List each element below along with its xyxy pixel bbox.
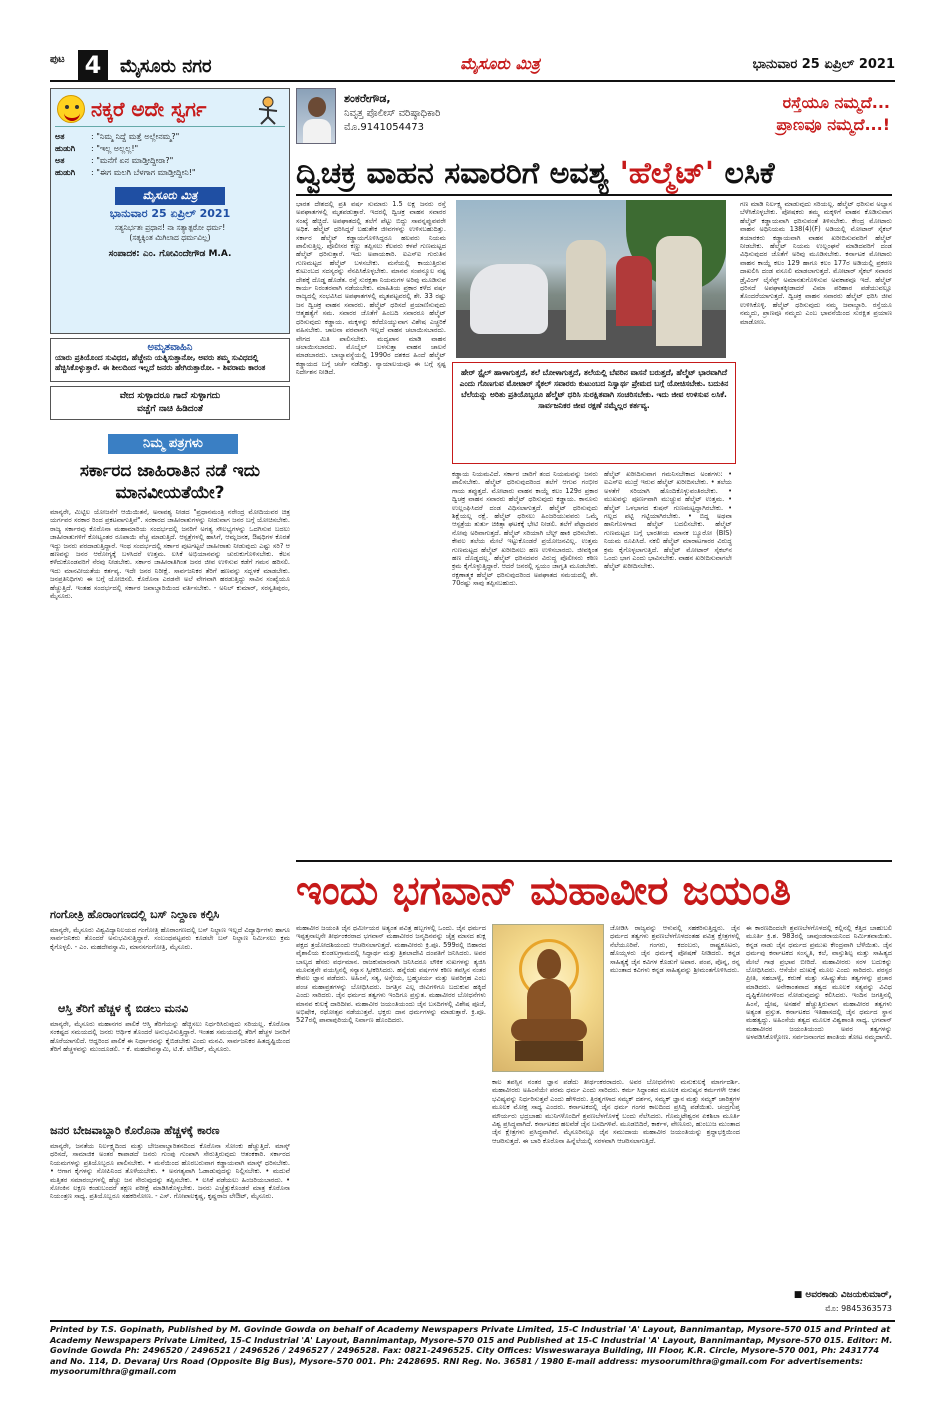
dialogue-line: ಅತ : "ಮನೆಗೆ ಏನ ಮಾಡ್ತೀದ್ದೀರಾ?" [55, 156, 174, 165]
author-name: ಶಂಕರೇಗೌಡ, [344, 92, 391, 105]
humor-heading: ನಕ್ಕರೆ ಅದೇ ಸ್ವರ್ಗ [91, 97, 207, 121]
letter-headline: ಜನರ ಬೇಜವಾಬ್ದಾರಿ ಕೊರೊನಾ ಹೆಚ್ಚಳಕ್ಕೆ ಕಾರಣ [50, 1124, 220, 1137]
article-column: ಮಹಾವೀರ ಜಯಂತಿ ಜೈನ ಧರ್ಮೀಯರ ಅತ್ಯಂತ ಪವಿತ್ರ ಹಬ್ಬಗಳಲ್ಲಿ ಒಂದು. ಜೈನ ಧರ್ಮದ ಇಪ್ಪತ್ತನಾಲ್ಕನೇ ತೀರ್ಥಂಕರರಾದ ಭಗವಾನ್ ಮಹಾವೀರರ ಜನ್ಮದಿನವನ್ನು ಚೈತ್ರ ಮಾಸದ ಶುಕ್ಲ ಪಕ್ಷದ ತ್ರಯೋದಶಿಯಂದು ಆಚರಿಸಲಾಗುತ್ತದೆ. ಮಹಾವೀರರು ಕ್ರಿ.ಪೂ. 599ರಲ್ಲಿ ಬಿಹಾರದ ವೈಶಾಲಿಯ ಕುಂಡಲಗ್ರಾಮದಲ್ಲಿ ಸಿದ್ಧಾರ್ಥ ಮತ್ತು ತ್ರಿಶಲಾದೇವಿ ದಂಪತಿಗೆ ಜನಿಸಿದರು. ಅವರ ಬಾಲ್ಯದ ಹೆಸರು ವರ್ಧಮಾನ. ರಾಜಕುಮಾರನಾಗಿ ಜನಿಸಿದರೂ ಲೌಕಿಕ ಸುಖಗಳನ್ನು ತ್ಯಜಿಸಿ ಮೂವತ್ತನೇ ವಯಸ್ಸಿನಲ್ಲಿ ಸನ್ಯಾಸ ಸ್ವೀಕರಿಸಿದರು. ಹನ್ನೆರಡು ವರ್ಷಗಳ ಕಠಿಣ ತಪಸ್ಸಿನ ನಂತರ ಕೇವಲ ಜ್ಞಾನ ಪಡೆದರು. ಅಹಿಂಸೆ, ಸತ್ಯ, ಅಸ್ತೇಯ, ಬ್ರಹ್ಮಚರ್ಯ ಮತ್ತು ಅಪರಿಗ್ರಹ ಎಂಬ ಪಂಚ ಮಹಾವ್ರತಗಳನ್ನು ಬೋಧಿಸಿದರು. ಜಗತ್ತಿನ ಎಲ್ಲ ಜೀವಿಗಳಿಗೂ ಬದುಕುವ ಹಕ್ಕಿದೆ ಎಂದು ಸಾರಿದರು. ಜೈನ ಧರ್ಮದ ತತ್ವಗಳು ಇಂದಿಗೂ ಪ್ರಸ್ತುತ. ಮಹಾವೀರರ ಬೋಧನೆಗಳು ಮಾನವ ಕುಲಕ್ಕೆ ದಾರಿದೀಪ. ಮಹಾವೀರ ಜಯಂತಿಯಂದು ಜೈನ ಬಸದಿಗಳಲ್ಲಿ ವಿಶೇಷ ಪೂಜೆ, ಅಭಿಷೇಕ, ರಥೋತ್ಸವ ನಡೆಯುತ್ತವೆ. ಭಕ್ತರು ದಾನ ಧರ್ಮಗಳನ್ನು ಮಾಡುತ್ತಾರೆ. ಕ್ರಿ.ಪೂ. 527ರಲ್ಲಿ ಪಾವಾಪುರಿಯಲ್ಲಿ ನಿರ್ವಾಣ ಹೊಂದಿದರು. [296, 924, 486, 1025]
article-author-phone: ಮೊ: 9845363573 [825, 1304, 892, 1313]
laughing-face-icon [57, 95, 85, 123]
issue-date: ಭಾನುವಾರ 25 ಏಪ್ರಿಲ್ 2021 [752, 57, 895, 72]
mahavir-statue-image [492, 924, 604, 1072]
article-column: ಜೋಡಿಸಿ ರಾಜ್ಯವನ್ನು ಆಳುವಲ್ಲಿ ಸಹಕರಿಸುತ್ತಿದ್ದರು. ಜೈನ ಧರ್ಮದ ತತ್ವಗಳು ಶ್ರವಣಬೆಳಗೊಳದಂತಹ ಪವಿತ್ರ ಕ್ಷೇತ್ರಗಳಲ್ಲಿ ನೆಲೆಯೂರಿವೆ. ಗಂಗರು, ಕದಂಬರು, ರಾಷ್ಟ್ರಕೂಟರು, ಹೊಯ್ಸಳರು ಜೈನ ಧರ್ಮಕ್ಕೆ ಪೋಷಣೆ ನೀಡಿದರು. ಕನ್ನಡ ಸಾಹಿತ್ಯಕ್ಕೆ ಜೈನ ಕವಿಗಳ ಕೊಡುಗೆ ಅಪಾರ. ಪಂಪ, ಪೊನ್ನ, ರನ್ನ ಮುಂತಾದ ಕವಿಗಳು ಕನ್ನಡ ಸಾಹಿತ್ಯವನ್ನು ಶ್ರೀಮಂತಗೊಳಿಸಿದರು. [610, 924, 740, 975]
masthead [50, 52, 895, 82]
letter-headline: ಗಂಗೋತ್ರಿ ಹೊರಾಂಗಣದಲ್ಲಿ ಬಸ್ ನಿಲ್ದಾಣ ಕಲ್ಪಿಸಿ [50, 908, 220, 921]
imprint-footer: Printed by T.S. Gopinath, Published by M. Govinde Gowda on behalf of Academy Newspapers Private Limited, 15-C Industrial 'A' Layout, Bannimantap, Mysore-570 015 and Printed at Academy Newspapers Private Limited, 15-C Industrial 'A' Layout, Bannimantap, Mysore-570 015 and Published at 15-C Industrial 'A' Layout, Bannimantap, Mysore-570 015. Editor: M. Govinde Gowda Ph: 2496520 / 2496521 / 2496526 / 2496527 / 2496528. Fax: 0821-2496525. City Offices: Visweswaraya Building, III Floor, K.R. Circle, Mysore-570 001, Ph: 2431774 and No. 114, D. Devaraj Urs Road (Opposite Big Bus), Mysore-570 001. Ph: 2428695. RNI Reg. No. 36581 / 1980 E-mail address: mysoorumithra@gmail.com For advertisements: mysoorumithra@gmail.com [50, 1320, 895, 1380]
article-column: ಈ ಕಾರಣದಿಂದಲೇ ಶ್ರವಣಬೆಳಗೊಳದಲ್ಲಿ ಕಲ್ಲಿನಲ್ಲಿ ಕೆತ್ತಿದ ಬಾಹುಬಲಿ ಮೂರ್ತಿ ಕ್ರಿ.ಶ. 983ರಲ್ಲಿ ಚಾವುಂಡರಾಯನಿಂದ ನಿರ್ಮಿತವಾಯಿತು. ಕನ್ನಡ ನಾಡು ಜೈನ ಧರ್ಮದ ಪ್ರಮುಖ ಕೇಂದ್ರವಾಗಿ ಬೆಳೆಯಿತು. ಜೈನ ಧರ್ಮವು ಕರ್ನಾಟಕದ ಸಂಸ್ಕೃತಿ, ಕಲೆ, ವಾಸ್ತುಶಿಲ್ಪ ಮತ್ತು ಸಾಹಿತ್ಯದ ಮೇಲೆ ಗಾಢ ಪ್ರಭಾವ ಬೀರಿದೆ. ಮಹಾವೀರರು ಸರಳ ಬದುಕನ್ನು ಬೋಧಿಸಿದರು. ಆಸೆಯೇ ದುಃಖಕ್ಕೆ ಮೂಲ ಎಂದು ಸಾರಿದರು. ಪರಸ್ಪರ ಪ್ರೀತಿ, ಸಹಬಾಳ್ವೆ, ಕರುಣೆ ಮತ್ತು ಸಹಿಷ್ಣುತೆಯ ತತ್ವಗಳನ್ನು ಪ್ರಚಾರ ಮಾಡಿದರು. ಅನೇಕಾಂತವಾದ ತತ್ವದ ಮೂಲಕ ಸತ್ಯವನ್ನು ವಿವಿಧ ದೃಷ್ಟಿಕೋನಗಳಿಂದ ನೋಡುವುದನ್ನು ಕಲಿಸಿದರು. ಇಂದಿನ ಜಗತ್ತಿನಲ್ಲಿ ಹಿಂಸೆ, ದ್ವೇಷ, ಅಸಹನೆ ಹೆಚ್ಚುತ್ತಿರುವಾಗ ಮಹಾವೀರರ ತತ್ವಗಳು ಅತ್ಯಂತ ಪ್ರಸ್ತುತ. ಕರ್ನಾಟಕದ ಇತಿಹಾಸದಲ್ಲಿ ಜೈನ ಧರ್ಮದ ಸ್ಥಾನ ಮಹತ್ವದ್ದು. ಅಹಿಂಸೆಯ ತತ್ವದ ಮೂಲಕ ವಿಶ್ವಶಾಂತಿ ಸಾಧ್ಯ. ಭಗವಾನ್ ಮಹಾವೀರರ ಜಯಂತಿಯಂದು ಅವರ ತತ್ವಗಳನ್ನು ಅಳವಡಿಸಿಕೊಳ್ಳೋಣ. ಸರ್ವಜನಾಂಗದ ಶಾಂತಿಯ ತೋಟ ನಮ್ಮದಾಗಲಿ. [746, 924, 892, 1042]
page-number: 4 [78, 50, 108, 80]
slogan: ರಸ್ತೆಯೂ ನಮ್ಮದೆ... ಪ್ರಾಣವೂ ನಮ್ಮದೆ...! [776, 93, 890, 134]
humor-date: ಭಾನುವಾರ 25 ಏಪ್ರಿಲ್ 2021 [109, 207, 231, 220]
proverb-line: ವೇದ ಸುಳ್ಳಾದರೂ ಗಾದೆ ಸುಳ್ಳಾಗದು [119, 391, 221, 401]
dialogue-line: ಹುಡುಗಿ : "ಇಲ್ಲ ಅಲ್ಲಲ್ಲ!" [55, 144, 139, 153]
cartoon-figure-icon [255, 95, 281, 125]
motto: ಸತ್ಯನಿರ್ಭತಃ ಪ್ರಧಾನ! ನಾ ಸತ್ಯಾತ್ಪರೋ ಧರ್ಮ! (ಸತ್ಯಕ್ಕಿಂತ ಮಿಗಿಲಾದ ಧರ್ಮವಿಲ್ಲ) [114, 223, 226, 242]
proverb-box [50, 386, 290, 420]
amrita-box [50, 338, 290, 382]
editor-credit: ಸಂಪಾದಕ: ಎಂ. ಗೋವಿಂದೇಗೌಡ M.A. [108, 249, 232, 259]
dialogue-line: ಅತ : "ನಿಮ್ಮ ನಿದ್ದೆ ಮತ್ತೆ ಅಲ್ಲೇನಮ್ಮ?" [55, 132, 180, 141]
proverb-line: ವಚ್ಚೆಗೆ ನಾಚಿ ಹಿಡಿದಂತೆ [137, 404, 203, 414]
page-label: ಪುಟ [50, 54, 65, 65]
letter-headline: ಸರ್ಕಾರದ ಜಾಹಿರಾತಿನ ನಡೆ ಇದು ಮಾನವೀಯತೆಯೇ? [79, 461, 261, 503]
paper-name: ಮೈಸೂರು ಮಿತ್ರ [460, 54, 540, 73]
letter-headline: ಆಸ್ತಿ ತೆರಿಗೆ ಹೆಚ್ಚಳ ಕೈ ಬಿಡಲು ಮನವಿ [58, 1002, 189, 1015]
letter-body: ಮಾನ್ಯರೇ, ಮಿಟ್ಟಿಲ ಯೋಜನೆಗೆ ಆಯಿಯಿತನೆ, ಅನಾವಶ್ಯ ನೀಡದ "ಪ್ರಧಾನಮಂತ್ರಿ ನರೇಂದ್ರ ಮೋದಿಯವರ ಚಿತ್ರ ಯರ್ಗವರ ಸರಕಾರ ರಿಂದ ಪ್ರಕಟವಾಗುತ್ತಿವೆ". ಸರಕಾರದ ಜಾಹೀರಾತುಗಳನ್ನು ನೀಡುವಾಗ ಜನರ ಬಗ್ಗೆ ಯೋಚಿಸಬೇಕು. ರಾಜ್ಯ ಸರ್ಕಾರವು ಕೊರೊನಾ ಮಹಾಮಾರಿಯ ಸಂದರ್ಭದಲ್ಲಿ ಜನರಿಗೆ ಅಗತ್ಯ ಸೌಲಭ್ಯಗಳನ್ನು ಒದಗಿಸುವ ಬದಲು ಜಾಹೀರಾತುಗಳಿಗೆ ಕೋಟ್ಯಂತರ ರೂಪಾಯಿ ವೆಚ್ಚ ಮಾಡುತ್ತಿದೆ. ಆಸ್ಪತ್ರೆಗಳಲ್ಲಿ ಹಾಸಿಗೆ, ಆಮ್ಲಜನಕ, ಔಷಧಿಗಳ ಕೊರತೆ ಇದ್ದು ಜನರು ಪರದಾಡುತ್ತಿದ್ದಾರೆ. ಇಂಥ ಸಂದರ್ಭದಲ್ಲಿ ಸರ್ಕಾರ ಪುಟಗಟ್ಟಲೆ ಜಾಹೀರಾತು ನೀಡುವುದು ಎಷ್ಟು ಸರಿ? ಆ ಹಣವನ್ನು ಜನರ ಆರೋಗ್ಯಕ್ಕೆ ಬಳಸಿದರೆ ಉತ್ತಮ. ಲಸಿಕೆ ಅಭಿಯಾನವನ್ನು ಚುರುಕುಗೊಳಿಸಬೇಕು. ಕೆಲಸ ಕಳೆದುಕೊಂಡವರಿಗೆ ನೆರವು ನೀಡಬೇಕು. ಸರ್ಕಾರ ಜಾಹೀರಾತಿಗಿಂತ ಜನರ ಜೀವ ಉಳಿಸುವ ಕಡೆಗೆ ಗಮನ ಹರಿಸಲಿ. ಇದು ಮಾನವೀಯತೆಯ ಕರ್ತವ್ಯ. ಇದೇ ಜನರ ನಿರೀಕ್ಷೆ. ಸಾರ್ವಜನಿಕರ ತೆರಿಗೆ ಹಣವನ್ನು ಸದ್ಬಳಕೆ ಮಾಡಬೇಕು. ಜನಪ್ರತಿನಿಧಿಗಳು ಈ ಬಗ್ಗೆ ಯೋಚಿಸಲಿ. ಕೊರೊನಾ ಎರಡನೇ ಅಲೆ ವೇಗವಾಗಿ ಹರಡುತ್ತಿದ್ದು ಸಾವಿನ ಸಂಖ್ಯೆಯೂ ಹೆಚ್ಚುತ್ತಿದೆ. ಇಂತಹ ಸಂದರ್ಭದಲ್ಲಿ ಸರ್ಕಾರ ಜವಾಬ್ದಾರಿಯಿಂದ ವರ್ತಿಸಬೇಕು. - ಅನಿಲ್ ಕುಮಾರ್, ಸರಸ್ವತಿಪುರಂ, ಮೈಸೂರು. [50, 508, 290, 601]
mahavir-headline: ಇಂದು ಭಗವಾನ್ ಮಹಾವೀರ ಜಯಂತಿ [296, 860, 892, 918]
left-column [50, 88, 290, 1316]
letter-body: ಮಾನ್ಯರೇ, ಜನತೆಯ ನಿರ್ಲಕ್ಷ್ಯದಿಂದ ಮತ್ತು ಬೇಜವಾಬ್ದಾರಿತನದಿಂದ ಕೊರೊನಾ ಸೋಂಕು ಹೆಚ್ಚುತ್ತಿದೆ. ಮಾಸ್ಕ್ ಧರಿಸದೆ, ಸಾಮಾಜಿಕ ಅಂತರ ಕಾಪಾಡದೆ ಜನರು ಗುಂಪು ಗುಂಪಾಗಿ ಸೇರುತ್ತಿರುವುದು ಆತಂಕಕಾರಿ. ಸರ್ಕಾರದ ನಿಯಮಗಳನ್ನು ಪ್ರತಿಯೊಬ್ಬರೂ ಪಾಲಿಸಬೇಕು. • ಮನೆಯಿಂದ ಹೊರಬರುವಾಗ ಕಡ್ಡಾಯವಾಗಿ ಮಾಸ್ಕ್ ಧರಿಸಬೇಕು. • ಆಗಾಗ ಕೈಗಳನ್ನು ಸೋಪಿನಿಂದ ತೊಳೆಯಬೇಕು. • ಅನಗತ್ಯವಾಗಿ ಓಡಾಡುವುದನ್ನು ನಿಲ್ಲಿಸಬೇಕು. • ಮದುವೆ ಮತ್ತಿತರ ಸಮಾರಂಭಗಳಲ್ಲಿ ಹೆಚ್ಚು ಜನ ಸೇರುವುದನ್ನು ತಪ್ಪಿಸಬೇಕು. • ಲಸಿಕೆ ಪಡೆಯಲು ಹಿಂಜರಿಯಬಾರದು. • ಸೋಂಕಿನ ಲಕ್ಷಣ ಕಂಡುಬಂದರೆ ತಕ್ಷಣ ಪರೀಕ್ಷೆ ಮಾಡಿಸಿಕೊಳ್ಳಬೇಕು. ಜನರು ಎಚ್ಚೆತ್ತುಕೊಂಡರೆ ಮಾತ್ರ ಕೊರೊನಾ ನಿಯಂತ್ರಣ ಸಾಧ್ಯ. ಪ್ರತಿಯೊಬ್ಬರೂ ಸಹಕರಿಸೋಣ. - ಎಸ್. ಗೋಪಾಲಕೃಷ್ಣ, ಕೃಷ್ಣರಾಜ ಲೇಔಟ್, ಮೈಸೂರು. [50, 1142, 290, 1201]
author-role: ನಿವೃತ್ತ ಪೊಲೀಸ್ ವರಿಷ್ಠಾಧಿಕಾರಿ [344, 108, 441, 119]
article-column: ಹೆಲ್ಮೆಟ್ ಖರೀದಿಸುವಾಗ ಗಮನಿಸಬೇಕಾದ ಅಂಶಗಳು: • ಐಎಸ್‌ಐ ಮುದ್ರೆ ಇರುವ ಹೆಲ್ಮೆಟ್ ಖರೀದಿಸಬೇಕು. • ತಲೆಯ ಅಳತೆಗೆ ಸರಿಯಾಗಿ ಹೊಂದಿಕೊಳ್ಳುವಂತಿರಬೇಕು. • ಮುಖವನ್ನು ಪೂರ್ಣವಾಗಿ ಮುಚ್ಚುವ ಹೆಲ್ಮೆಟ್ ಉತ್ತಮ. • ಹೆಲ್ಮೆಟ್ ಒಳಭಾಗದ ಕುಷನ್ ಗುಣಮಟ್ಟದ್ದಾಗಿರಬೇಕು. • ಗಲ್ಲದ ಪಟ್ಟಿ ಗಟ್ಟಿಯಾಗಿರಬೇಕು. • ಬಿದ್ದ ಅಥವಾ ಹಾನಿಗೊಳಗಾದ ಹೆಲ್ಮೆಟ್ ಬದಲಿಸಬೇಕು. ಹೆಲ್ಮೆಟ್ ಗುಣಮಟ್ಟದ ಬಗ್ಗೆ ಭಾರತೀಯ ಮಾನಕ ಬ್ಯೂರೋ (BIS) ನಿಯಮ ರೂಪಿಸಿದೆ. ನಕಲಿ ಹೆಲ್ಮೆಟ್ ಮಾರಾಟಗಾರರ ವಿರುದ್ಧ ಕ್ರಮ ಕೈಗೊಳ್ಳಲಾಗುತ್ತಿದೆ. ಹೆಲ್ಮೆಟ್ ಮೋಟಾರ್ ಸೈಕಲ್‌ನ ಒಂದು ಭಾಗ ಎಂದು ಭಾವಿಸಬೇಕು. ವಾಹನ ಖರೀದಿಸುವಾಗಲೇ ಹೆಲ್ಮೆಟ್ ಖರೀದಿಸಬೇಕು. [604, 470, 732, 571]
paper-logo-badge: ಮೈಸೂರು ಮಿತ್ರ [115, 187, 225, 205]
photo-caption: ಹೇರ್ ಸ್ಟೈಲ್ ಹಾಳಾಗುತ್ತದೆ, ತಲೆ ಬೋಳಾಗುತ್ತದೆ, ತಲೆಯಲ್ಲಿ ಬೆವರಿನ ವಾಸನೆ ಬರುತ್ತದೆ, ಹೆಲ್ಮೆಟ್ ಭಾರವಾಗಿದೆ ಎಂದು ಗೊಣಗುವ ಮೋಟಾರ್ ಸೈಕಲ್ ಸವಾರರು ಕುಟುಂಬದ ನಿಸ್ವಾರ್ಥ ಪ್ರೇಮದ ಬಗ್ಗೆ ಯೋಚಿಸಬೇಕು. ಬದುಕಿನ ಬೆಲೆಯನ್ನು ಅರಿತು ಪ್ರತಿಯೊಬ್ಬರೂ ಹೆಲ್ಮೆಟ್ ಧರಿಸಿ ಸುರಕ್ಷಿತವಾಗಿ ಸಂಚರಿಸಬೇಕು. ಇದು ಜೀವ ಉಳಿಸುವ ಲಸಿಕೆ. ಸಾರ್ವಜನಿಕರ ಜೀವ ರಕ್ಷಣೆ ನಮ್ಮೆಲ್ಲರ ಕರ್ತವ್ಯ. [452, 362, 736, 464]
letter-body: ಮಾನ್ಯರೇ, ಮೈಸೂರು ಮಹಾನಗರ ಪಾಲಿಕೆ ಆಸ್ತಿ ತೆರಿಗೆಯನ್ನು ಹೆಚ್ಚಿಸಲು ನಿರ್ಧರಿಸಿರುವುದು ಸರಿಯಲ್ಲ. ಕೊರೊನಾ ಸಂಕಷ್ಟದ ಸಮಯದಲ್ಲಿ ಜನರು ಆರ್ಥಿಕ ತೊಂದರೆ ಅನುಭವಿಸುತ್ತಿದ್ದಾರೆ. ಇಂತಹ ಸಮಯದಲ್ಲಿ ತೆರಿಗೆ ಹೆಚ್ಚಳ ಜನರಿಗೆ ಹೊರೆಯಾಗಲಿದೆ. ಆದ್ದರಿಂದ ಪಾಲಿಕೆ ಈ ನಿರ್ಧಾರವನ್ನು ಕೈಬಿಡಬೇಕು ಎಂದು ಮನವಿ. ಸಾರ್ವಜನಿಕರ ಹಿತದೃಷ್ಟಿಯಿಂದ ತೆರಿಗೆ ಹೆಚ್ಚಳವನ್ನು ಮುಂದೂಡಲಿ. - ಕೆ. ಮಹದೇವಸ್ವಾಮಿ, ಟಿ.ಕೆ. ಲೇಔಟ್, ಮೈಸೂರು. [50, 1020, 290, 1054]
dialogue-line: ಹುಡುಗಿ : "ಈಗ ಮಲಗಿ ಬೆಳಗಾಗ ಮಾಡ್ತೀದ್ದೀನಿ!" [55, 168, 196, 177]
humor-box [50, 88, 290, 334]
author-byline [296, 88, 526, 148]
section-name: ಮೈಸೂರು ನಗರ [120, 56, 212, 77]
amrita-title: ಅಮೃತವಾಹಿನಿ [147, 342, 193, 353]
article-column: ಭಾರತ ದೇಶದಲ್ಲಿ ಪ್ರತಿ ವರ್ಷ ಸುಮಾರು 1.5 ಲಕ್ಷ ಜನರು ರಸ್ತೆ ಅಪಘಾತಗಳಲ್ಲಿ ಮೃತಪಡುತ್ತಾರೆ. ಇದರಲ್ಲಿ ದ್ವಿಚಕ್ರ ವಾಹನ ಸವಾರರ ಸಂಖ್ಯೆ ಹೆಚ್ಚಿದೆ. ಅಪಘಾತದಲ್ಲಿ ತಲೆಗೆ ಪೆಟ್ಟು ಬಿದ್ದು ಸಾವನ್ನಪ್ಪುವವರೇ ಅಧಿಕ. ಹೆಲ್ಮೆಟ್ ಧರಿಸಿದ್ದರೆ ಬಹುತೇಕ ಜೀವಗಳನ್ನು ಉಳಿಸಬಹುದಿತ್ತು. ಸರ್ಕಾರ ಹೆಲ್ಮೆಟ್ ಕಡ್ಡಾಯಗೊಳಿಸಿದ್ದರೂ ಹಲವರು ನಿಯಮ ಪಾಲಿಸುತ್ತಿಲ್ಲ. ಪೊಲೀಸರ ಕಣ್ಣು ತಪ್ಪಿಸಲು ಕೆಲವರು ಕಳಪೆ ಗುಣಮಟ್ಟದ ಹೆಲ್ಮೆಟ್ ಧರಿಸುತ್ತಾರೆ. ಇದು ಅಪಾಯಕಾರಿ. ಐಎಸ್‌ಐ ಗುರುತಿನ ಗುಣಮಟ್ಟದ ಹೆಲ್ಮೆಟ್ ಬಳಸಬೇಕು. ಮನೆಯಲ್ಲಿ ಕಾಯುತ್ತಿರುವ ಕುಟುಂಬದ ಸದಸ್ಯರನ್ನು ನೆನಪಿಸಿಕೊಳ್ಳಬೇಕು. ಮಾನವ ಸಂಪನ್ಮೂಲ ನಷ್ಟ ದೇಶಕ್ಕೆ ದೊಡ್ಡ ಹೊಡೆತ. ರಸ್ತೆ ಸುರಕ್ಷತಾ ನಿಯಮಗಳ ಅರಿವು ಮೂಡಿಸುವ ಕಾರ್ಯ ನಿರಂತರವಾಗಿ ನಡೆಯಬೇಕು. ಮಾಹಿತಿಯ ಪ್ರಕಾರ ಕಳೆದ ವರ್ಷ ರಾಜ್ಯದಲ್ಲಿ ಸಂಭವಿಸಿದ ಅಪಘಾತಗಳಲ್ಲಿ ಮೃತಪಟ್ಟವರಲ್ಲಿ ಶೇ. 33 ರಷ್ಟು ಜನ ದ್ವಿಚಕ್ರ ವಾಹನ ಸವಾರರು. ಹೆಲ್ಮೆಟ್ ಧರಿಸದೆ ಪ್ರಯಾಣಿಸುವುದು ಆತ್ಮಹತ್ಯೆಗೆ ಸಮ. ಸವಾರರ ಜೊತೆಗೆ ಹಿಂಬದಿ ಸವಾರರೂ ಹೆಲ್ಮೆಟ್ ಧರಿಸುವುದು ಕಡ್ಡಾಯ. ಮಕ್ಕಳನ್ನು ಕರೆದೊಯ್ಯುವಾಗ ವಿಶೇಷ ಎಚ್ಚರಿಕೆ ವಹಿಸಬೇಕು. ಚಾಲನಾ ಪರವಾನಗಿ ಇಲ್ಲದೆ ವಾಹನ ಚಲಾಯಿಸಬಾರದು. ವೇಗದ ಮಿತಿ ಪಾಲಿಸಬೇಕು. ಮದ್ಯಪಾನ ಮಾಡಿ ವಾಹನ ಚಲಾಯಿಸಬಾರದು. ಮೊಬೈಲ್ ಬಳಸುತ್ತಾ ವಾಹನ ಚಾಲನೆ ಮಾಡಬಾರದು. ಬಾಲ್ಯಾವಸ್ಥೆಯಲ್ಲಿ 1990ರ ದಶಕದ ಹಿಂದೆ ಹೆಲ್ಮೆಟ್ ಕಡ್ಡಾಯದ ಬಗ್ಗೆ ಚರ್ಚೆ ನಡೆದಿತ್ತು. ನ್ಯಾಯಾಲಯವೂ ಈ ಬಗ್ಗೆ ಸ್ಪಷ್ಟ ನಿರ್ದೇಶನ ನೀಡಿದೆ. [296, 200, 446, 377]
author-photo [296, 88, 336, 144]
article-author: ■ ಅವರಕಾಡು ವಿಜಯಕುಮಾರ್, [793, 1290, 892, 1300]
article-column: ಕಡ್ಡಾಯ ನಿಯಮವಿದೆ. ಸರ್ಕಾರ ಜಾರಿಗೆ ತಂದ ನಿಯಮವನ್ನು ಜನರು ಪಾಲಿಸಬೇಕು. ಹೆಲ್ಮೆಟ್ ಧರಿಸುವುದರಿಂದ ತಲೆಗೆ ಆಗುವ ಗಂಭೀರ ಗಾಯ ತಪ್ಪುತ್ತದೆ. ಮೋಟಾರು ವಾಹನ ಕಾಯ್ದೆ ಕಲಂ 129ರ ಪ್ರಕಾರ ದ್ವಿಚಕ್ರ ವಾಹನ ಸವಾರರು ಹೆಲ್ಮೆಟ್ ಧರಿಸುವುದು ಕಡ್ಡಾಯ. ಕಾನೂನು ಉಲ್ಲಂಘಿಸಿದರೆ ದಂಡ ವಿಧಿಸಲಾಗುತ್ತದೆ. ಹೆಲ್ಮೆಟ್ ಧರಿಸುವುದು ಶಿಕ್ಷೆಯಲ್ಲ ರಕ್ಷೆ. ಹೆಲ್ಮೆಟ್ ಧರಿಸಲು ಹಿಂಜರಿಯುವವರು ಒಮ್ಮೆ ಆಸ್ಪತ್ರೆಯ ತುರ್ತು ಚಿಕಿತ್ಸಾ ಘಟಕಕ್ಕೆ ಭೇಟಿ ನೀಡಲಿ. ತಲೆಗೆ ಪೆಟ್ಟಾದವರ ನೋವು ಅರಿವಾಗುತ್ತದೆ. ಹೆಲ್ಮೆಟ್ ಸರಿಯಾಗಿ ಬೆಲ್ಟ್ ಹಾಕಿ ಧರಿಸಬೇಕು. ಕೇವಲ ತಲೆಯ ಮೇಲೆ ಇಟ್ಟುಕೊಂಡರೆ ಪ್ರಯೋಜನವಿಲ್ಲ. ಉತ್ತಮ ಗುಣಮಟ್ಟದ ಹೆಲ್ಮೆಟ್ ಖರೀದಿಸಲು ಹಣ ಉಳಿಸಬಾರದು. ಜೀವಕ್ಕಿಂತ ಹಣ ದೊಡ್ಡದಲ್ಲ. ಹೆಲ್ಮೆಟ್ ಧರಿಸದವರ ವಿರುದ್ಧ ಪೊಲೀಸರು ಕಠಿಣ ಕ್ರಮ ಕೈಗೊಳ್ಳುತ್ತಿದ್ದಾರೆ. ಆದರೆ ಜನರಲ್ಲಿ ಸ್ವಯಂ ಜಾಗೃತಿ ಮೂಡಬೇಕು. ರಕ್ಷಣಾತ್ಮಕ ಹೆಲ್ಮೆಟ್ ಧರಿಸುವುದರಿಂದ ಅಪಘಾತದ ಸಮಯದಲ್ಲಿ ಶೇ. 70ರಷ್ಟು ಸಾವು ತಪ್ಪಿಸಬಹುದು. [452, 470, 598, 588]
traffic-police-photo [456, 200, 726, 358]
humor-dialogue [55, 131, 285, 179]
article-column: ಗಣ ಮಾಡಿ ನಿರ್ಲಕ್ಷ್ಯ ಮಾಡುವುದು ಸರಿಯಲ್ಲ. ಹೆಲ್ಮೆಟ್ ಧರಿಸುವ ಅಭ್ಯಾಸ ಬೆಳೆಸಿಕೊಳ್ಳಬೇಕು. ಪೋಷಕರು ತಮ್ಮ ಮಕ್ಕಳಿಗೆ ವಾಹನ ಕೊಡಿಸುವಾಗ ಹೆಲ್ಮೆಟ್ ಕಡ್ಡಾಯವಾಗಿ ಧರಿಸುವಂತೆ ತಿಳಿಸಬೇಕು. ಕೇಂದ್ರ ಮೋಟಾರು ವಾಹನ ಅಧಿನಿಯಮ 138(4)(F) ಅಡಿಯಲ್ಲಿ ಮೋಟಾರ್ ಸೈಕಲ್ ತಯಾರಕರು ಕಡ್ಡಾಯವಾಗಿ ವಾಹನ ಖರೀದಿಸುವವರಿಗೆ ಹೆಲ್ಮೆಟ್ ನೀಡಬೇಕು. ಹೆಲ್ಮೆಟ್ ನಿಯಮ ಉಲ್ಲಂಘನೆ ಮಾಡಿದವರಿಗೆ ದಂಡ ವಿಧಿಸುವುದರ ಜೊತೆಗೆ ಅರಿವು ಮೂಡಿಸಬೇಕು. ಕರ್ನಾಟಕ ಮೋಟಾರು ವಾಹನ ಕಾಯ್ದೆ ಕಲಂ 129 ಹಾಗೂ ಕಲಂ 177ರ ಅಡಿಯಲ್ಲಿ ಪ್ರಕರಣ ದಾಖಲಿಸಿ ದಂಡ ವಸೂಲಿ ಮಾಡಲಾಗುತ್ತದೆ. ಮೋಟಾರ್ ಸೈಕಲ್ ಸವಾರರ ಡ್ರೈವಿಂಗ್ ಲೈಸೆನ್ಸ್ ಅಮಾನತುಗೊಳಿಸುವ ಅವಕಾಶವೂ ಇದೆ. ಹೆಲ್ಮೆಟ್ ಧರಿಸದೆ ಅಪಘಾತಕ್ಕೀಡಾದರೆ ವಿಮಾ ಪರಿಹಾರ ಪಡೆಯುವಲ್ಲೂ ತೊಂದರೆಯಾಗುತ್ತದೆ. ದ್ವಿಚಕ್ರ ವಾಹನ ಸವಾರರು ಹೆಲ್ಮೆಟ್ ಧರಿಸಿ ಜೀವ ಉಳಿಸಿಕೊಳ್ಳಿ. ಹೆಲ್ಮೆಟ್ ಧರಿಸುವುದು ನಮ್ಮ ಜವಾಬ್ದಾರಿ. ರಸ್ತೆಯೂ ನಮ್ಮದು, ಪ್ರಾಣವೂ ನಮ್ಮದು ಎಂಬ ಭಾವನೆಯಿಂದ ಸುರಕ್ಷಿತ ಪ್ರಯಾಣ ಮಾಡೋಣ. [740, 200, 892, 326]
letters-section-badge: ನಿಮ್ಮ ಪತ್ರಗಳು [108, 434, 238, 454]
amrita-quote: ಯಾರು ಪ್ರತಿಯೊಂದ ಸುವಿಧದ, ಹೆಚ್ಚೇನು ಯತ್ನಿಸುತ್ತಾನೋ, ಅವರು ತಮ್ಮ ಸುವಿಧದಲ್ಲಿ ಹೆಚ್ಚಿಸಿಕೊಳ್ಳುತ್ತಾರೆ. ಈ ಶೀಲದಿಂದ ಇಲ್ಲದೆ ಜನರು ಹೇಗಿರುತ್ತಾರೋ. - ಶಿವರಾಮ ಕಾರಂತ [55, 353, 266, 372]
author-phone: ಮೊ.9141054473 [344, 122, 425, 133]
main-headline: ದ್ವಿಚಕ್ರ ವಾಹನ ಸವಾರರಿಗೆ ಅವಶ್ಯ 'ಹೆಲ್ಮೆಟ್' ಲಸಿಕೆ [296, 152, 892, 196]
article-column: ಕಾಲ ತಪಸ್ಸಿನ ನಂತರ ಜ್ಞಾನ ಪಡೆದು ತೀರ್ಥಂಕರರಾದರು. ಅವರ ಬೋಧನೆಗಳು ಮನುಕುಲಕ್ಕೆ ಮಾರ್ಗದರ್ಶಿ. ಮಹಾವೀರರು ಅಹಿಂಸೆಯೇ ಪರಮ ಧರ್ಮ ಎಂದು ಸಾರಿದರು. ಕರ್ಮ ಸಿದ್ಧಾಂತದ ಮೂಲಕ ಮನುಷ್ಯನ ಕರ್ಮಗಳೇ ಆತನ ಭವಿಷ್ಯವನ್ನು ನಿರ್ಧರಿಸುತ್ತವೆ ಎಂದು ಹೇಳಿದರು. ತ್ರಿರತ್ನಗಳಾದ ಸಮ್ಯಕ್ ದರ್ಶನ, ಸಮ್ಯಕ್ ಜ್ಞಾನ ಮತ್ತು ಸಮ್ಯಕ್ ಚಾರಿತ್ರ್ಯಗಳ ಮೂಲಕ ಮೋಕ್ಷ ಸಾಧ್ಯ ಎಂದರು. ಕರ್ನಾಟಕದಲ್ಲಿ ಜೈನ ಧರ್ಮ ಗಂಗರ ಕಾಲದಿಂದ ಪ್ರಸಿದ್ಧಿ ಪಡೆಯಿತು. ಚಂದ್ರಗುಪ್ತ ಮೌರ್ಯರು ಭದ್ರಬಾಹು ಮುನಿಗಳೊಂದಿಗೆ ಶ್ರವಣಬೆಳಗೊಳಕ್ಕೆ ಬಂದು ನೆಲೆಸಿದರು. ಗೊಮ್ಮಟೇಶ್ವರನ ಏಕಶಿಲಾ ಮೂರ್ತಿ ವಿಶ್ವ ಪ್ರಸಿದ್ಧವಾಗಿದೆ. ಕರ್ನಾಟಕದ ಹಲವೆಡೆ ಜೈನ ಬಸದಿಗಳಿವೆ. ಮೂಡಬಿದಿರೆ, ಕಾರ್ಕಳ, ವೇಣೂರು, ಹುಂಬುಜ ಮುಂತಾದ ಜೈನ ಕ್ಷೇತ್ರಗಳು ಪ್ರಸಿದ್ಧವಾಗಿವೆ. ಮೈಸೂರಿನಲ್ಲೂ ಜೈನ ಸಮುದಾಯ ಮಹಾವೀರ ಜಯಂತಿಯನ್ನು ಶ್ರದ್ಧಾಭಕ್ತಿಯಿಂದ ಆಚರಿಸುತ್ತದೆ. ಈ ಬಾರಿ ಕೊರೊನಾ ಹಿನ್ನೆಲೆಯಲ್ಲಿ ಸರಳವಾಗಿ ಆಚರಿಸಲಾಗುತ್ತಿದೆ. [492, 1078, 740, 1145]
letter-body: ಮಾನ್ಯರೇ, ಮೈಸೂರು ವಿಶ್ವವಿದ್ಯಾನಿಲಯದ ಗಂಗೋತ್ರಿ ಹೊರಾಂಗಣದಲ್ಲಿ ಬಸ್ ನಿಲ್ದಾಣ ಇಲ್ಲದೆ ವಿದ್ಯಾರ್ಥಿಗಳು ಹಾಗೂ ಸಾರ್ವಜನಿಕರು ತೊಂದರೆ ಅನುಭವಿಸುತ್ತಿದ್ದಾರೆ. ಸಂಬಂಧಪಟ್ಟವರು ಕೂಡಲೇ ಬಸ್ ನಿಲ್ದಾಣ ನಿರ್ಮಿಸಲು ಕ್ರಮ ಕೈಗೊಳ್ಳಲಿ. - ಎಂ. ಮಹದೇವಸ್ವಾಮಿ, ಮಾನಸಗಂಗೋತ್ರಿ, ಮೈಸೂರು. [50, 926, 290, 951]
humor-title-bar [55, 93, 285, 127]
